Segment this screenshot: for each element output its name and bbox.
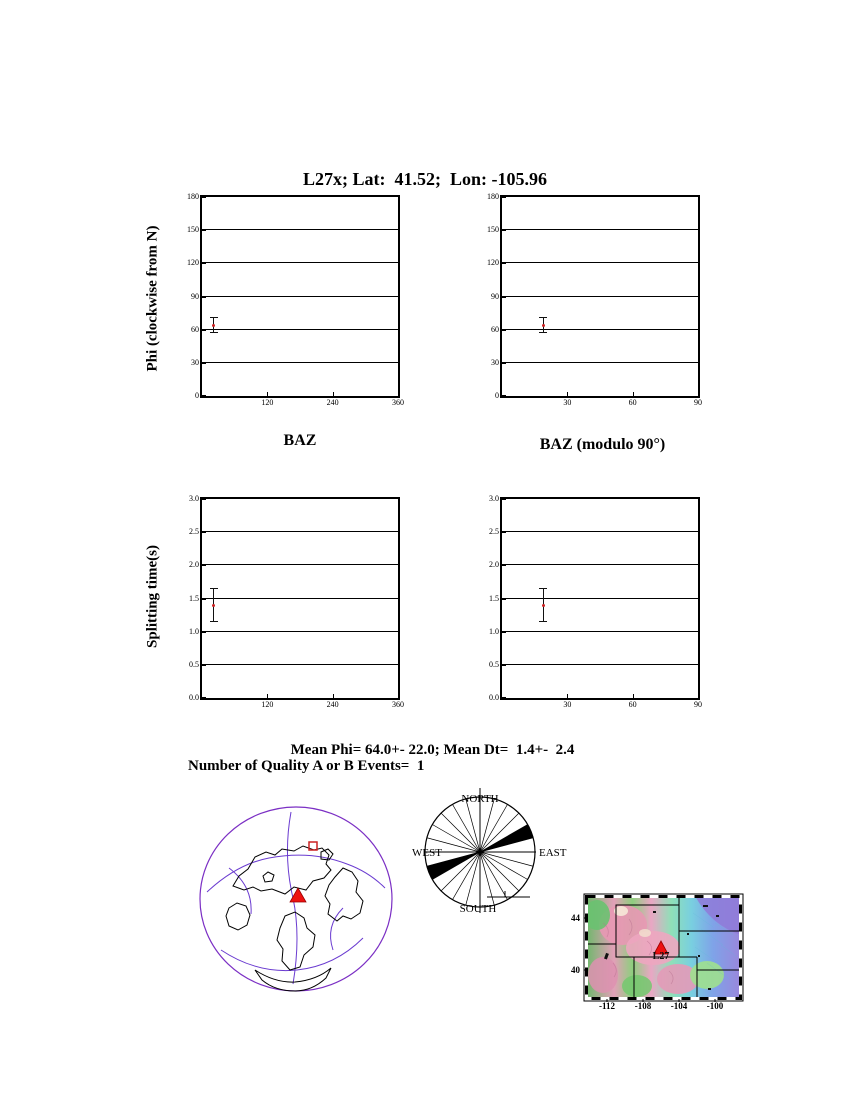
y-tick-label: 150 [187, 225, 199, 235]
x-tick-mark [567, 694, 568, 698]
y-tick-mark [202, 664, 206, 666]
gridline [502, 262, 698, 263]
y-tick-mark [202, 598, 206, 600]
y-tick-label: 0.0 [189, 693, 199, 702]
gridline [502, 531, 698, 532]
globe-map [193, 798, 403, 998]
y-tick-mark [202, 531, 206, 533]
x-tick-label: 120 [261, 398, 274, 407]
data-point [542, 604, 545, 607]
x-tick-label: 60 [628, 398, 637, 407]
splitting-time-axis-label: Splitting time(s) [144, 545, 161, 648]
x-tick-mark [267, 392, 268, 396]
phi-vs-baz-plot [187, 192, 404, 407]
error-bar-cap [210, 588, 218, 589]
error-bar-cap [539, 621, 547, 622]
y-tick-label: 3.0 [489, 494, 499, 503]
x-tick-mark [333, 694, 334, 698]
dt-vs-baz-plot [189, 494, 404, 709]
y-tick-mark [502, 498, 506, 500]
rose-diagram [405, 780, 575, 920]
y-tick-mark [502, 631, 506, 633]
gridline [202, 531, 398, 532]
y-tick-mark [502, 229, 506, 231]
data-point [542, 324, 545, 327]
x-tick-mark [567, 392, 568, 396]
y-tick-mark [202, 196, 206, 198]
map-station-label: L27 [652, 951, 670, 962]
x-tick-mark [267, 694, 268, 698]
y-tick-mark [502, 697, 506, 699]
error-bar-cap [210, 317, 218, 318]
gridline [202, 296, 398, 297]
y-tick-mark [502, 362, 506, 364]
x-tick-label: 30 [563, 398, 572, 407]
y-tick-label: 180 [187, 192, 199, 201]
y-tick-mark [202, 229, 206, 231]
mean-statistics-text: Mean Phi= 64.0+- 22.0; Mean Dt= 1.4+- 2.4 [290, 742, 575, 758]
gridline [202, 631, 398, 632]
y-tick-label: 2.0 [489, 560, 499, 570]
phi-vs-baz-mod90-plot [487, 192, 702, 407]
phi-axis-label: Phi (clockwise from N) [144, 225, 161, 372]
y-tick-label: 60 [491, 324, 499, 334]
x-tick-label: 360 [392, 700, 404, 709]
rose-sector-line [480, 852, 533, 866]
gridline [502, 664, 698, 665]
y-tick-label: 90 [491, 291, 499, 301]
y-tick-mark [202, 395, 206, 397]
y-tick-label: 90 [191, 291, 199, 301]
y-tick-mark [202, 697, 206, 699]
y-tick-label: 0 [195, 391, 199, 400]
y-tick-label: 30 [191, 357, 199, 367]
gridline [502, 564, 698, 565]
y-tick-label: 0.5 [489, 659, 499, 669]
y-tick-mark [202, 498, 206, 500]
y-tick-mark [502, 664, 506, 666]
error-bar-cap [210, 621, 218, 622]
y-tick-label: 180 [487, 192, 499, 201]
y-tick-mark [502, 564, 506, 566]
y-tick-mark [202, 329, 206, 331]
gridline [202, 229, 398, 230]
y-tick-mark [502, 329, 506, 331]
event-count-text: Number of Quality A or B Events= 1 [188, 758, 425, 774]
gridline [502, 631, 698, 632]
coastlines [226, 846, 363, 991]
map-xtick--108: -108 [634, 1001, 652, 1011]
y-tick-label: 120 [487, 258, 499, 268]
y-tick-label: 60 [191, 324, 199, 334]
x-tick-mark [333, 392, 334, 396]
y-tick-label: 30 [491, 357, 499, 367]
y-tick-mark [202, 631, 206, 633]
x-tick-label: 30 [563, 700, 572, 709]
y-tick-label: 1.5 [489, 593, 499, 603]
rose-north-label: NORTH [461, 793, 499, 805]
gridline [202, 329, 398, 330]
x-tick-mark [698, 392, 699, 396]
rose-sector-line [466, 852, 480, 905]
y-tick-label: 1.5 [189, 593, 199, 603]
y-tick-label: 2.5 [489, 527, 499, 537]
baz-mod90-axis-label: BAZ (modulo 90°) [539, 436, 666, 453]
y-tick-label: 2.5 [189, 527, 199, 537]
error-bar-cap [210, 332, 218, 333]
x-tick-label: 60 [628, 700, 637, 709]
map-ytick-40: 40 [571, 965, 580, 975]
map-ytick-44: 44 [571, 913, 580, 923]
x-tick-label: 240 [326, 700, 339, 709]
rose-west-label: WEST [412, 847, 442, 859]
y-tick-mark [502, 196, 506, 198]
x-tick-mark [398, 694, 399, 698]
error-bar-cap [539, 317, 547, 318]
baz-axis-label: BAZ [283, 432, 317, 449]
map-xtick--112: -112 [598, 1001, 615, 1011]
x-tick-label: 90 [694, 398, 702, 407]
y-tick-mark [202, 564, 206, 566]
gridline [502, 296, 698, 297]
figure-title: L27x; Lat: 41.52; Lon: -105.96 [303, 169, 547, 189]
map-xtick--104: -104 [670, 1001, 688, 1011]
y-tick-mark [502, 395, 506, 397]
y-tick-mark [202, 262, 206, 264]
gridline [202, 664, 398, 665]
y-tick-mark [202, 362, 206, 364]
x-tick-label: 120 [261, 700, 274, 709]
y-tick-mark [502, 531, 506, 533]
map-xtick--100: -100 [706, 1001, 724, 1011]
x-tick-label: 240 [326, 398, 339, 407]
y-tick-label: 150 [487, 225, 499, 235]
gridline [202, 362, 398, 363]
x-tick-mark [698, 694, 699, 698]
rose-east-label: EAST [539, 847, 567, 859]
x-tick-label: 90 [694, 700, 702, 709]
data-point [212, 604, 215, 607]
dt-vs-baz-mod90-plot [489, 494, 702, 709]
y-tick-mark [502, 296, 506, 298]
x-tick-mark [633, 392, 634, 396]
gridline [502, 329, 698, 330]
rose-south-label: SOUTH [459, 903, 497, 915]
y-tick-label: 0 [495, 391, 499, 400]
error-bar-cap [539, 332, 547, 333]
rose-sector-line [466, 799, 480, 852]
gridline [502, 362, 698, 363]
y-tick-mark [502, 598, 506, 600]
gridline [202, 262, 398, 263]
y-tick-label: 1.0 [189, 626, 199, 636]
y-tick-label: 0.0 [489, 693, 499, 702]
data-point [212, 324, 215, 327]
gridline [202, 598, 398, 599]
x-tick-mark [633, 694, 634, 698]
y-tick-label: 2.0 [189, 560, 199, 570]
y-tick-label: 120 [187, 258, 199, 268]
error-bar-cap [539, 588, 547, 589]
topo-map [583, 893, 744, 1002]
y-tick-label: 1.0 [489, 626, 499, 636]
gridline [202, 564, 398, 565]
y-tick-mark [202, 296, 206, 298]
y-tick-mark [502, 262, 506, 264]
x-tick-label: 360 [392, 398, 404, 407]
gridline [502, 229, 698, 230]
gridline [502, 598, 698, 599]
x-tick-mark [398, 392, 399, 396]
y-tick-label: 0.5 [189, 659, 199, 669]
y-tick-label: 3.0 [189, 494, 199, 503]
rose-sector-line [480, 799, 494, 852]
